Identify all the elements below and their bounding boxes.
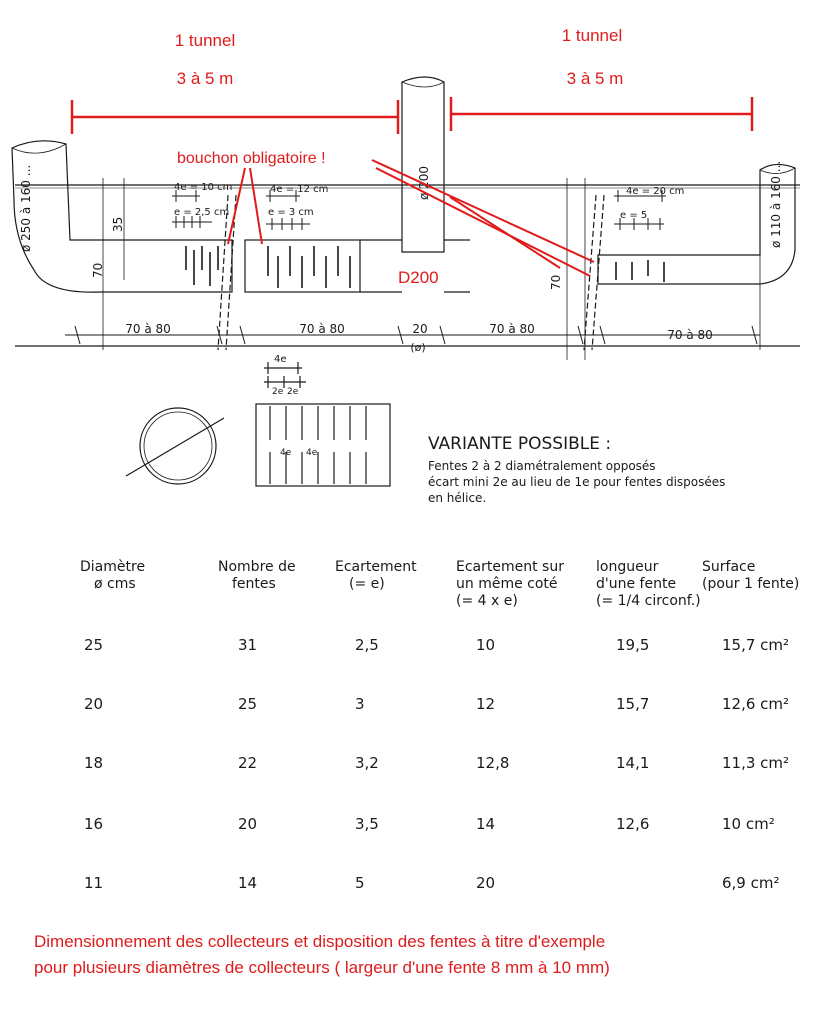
variant-2e-b: 2e (287, 387, 299, 397)
tunnel-dimensions (72, 26, 752, 134)
table-cell: 12,6 (616, 815, 650, 833)
table-cell: 12,8 (476, 754, 510, 772)
dim-vert-left: ø 250 à 160 ... (19, 164, 33, 252)
variant-4e-b: 4e (306, 448, 318, 458)
variant-4e-a: 4e (280, 448, 292, 458)
cap-annotations (177, 150, 594, 287)
table-header-cell: (= 1/4 circonf.) (596, 593, 701, 609)
table-header-cell: (= 4 x e) (456, 593, 518, 609)
seg-70-80-d: 70 à 80 (667, 328, 713, 342)
table-header-cell: Nombre de (218, 559, 296, 575)
seg-70-80-b: 70 à 80 (299, 322, 345, 336)
table-cell: 20 (238, 815, 258, 833)
table-header-cell: Ecartement (335, 559, 417, 575)
variant-line-2: écart mini 2e au lieu de 1e pour fentes disposées (428, 475, 726, 489)
note-e-5: e = 5 (620, 210, 648, 221)
tunnel-length-left-arrow (72, 100, 398, 134)
table-cell: 6,9 cm² (722, 874, 780, 892)
table-cell: 18 (84, 754, 104, 772)
table-header-cell: d'une fente (596, 576, 677, 592)
table-cell: 10 cm² (722, 815, 775, 833)
table-cell: 14,1 (616, 754, 650, 772)
tunnel-left-label: 1 tunnel (174, 31, 236, 50)
table-header-cell: ø cms (94, 576, 136, 592)
length-left-label: 3 à 5 m (176, 69, 234, 88)
table-header-cell: fentes (232, 576, 276, 592)
table-cell: 3,5 (355, 815, 379, 833)
variant-section (126, 354, 725, 505)
dim-vert-right: ø 110 à 160 ... (769, 160, 783, 248)
height-70-right: 70 (549, 274, 563, 290)
note-e-3: e = 3 cm (268, 207, 314, 218)
table-cell: 25 (84, 636, 104, 654)
variant-line-3: en hélice. (428, 491, 487, 505)
bouchon-label: bouchon obligatoire ! (177, 150, 326, 167)
note-4e-20: 4e = 20 cm (626, 186, 685, 197)
table-cell: 2,5 (355, 636, 379, 654)
table-cell: 11 (84, 874, 104, 892)
table-header (80, 559, 799, 609)
table-cell: 15,7 (616, 695, 650, 713)
tunnel-right-label: 1 tunnel (561, 26, 623, 45)
table-cell: 15,7 cm² (722, 636, 790, 654)
table-header-cell: Diamètre (80, 559, 146, 575)
table-header-cell: longueur (596, 559, 659, 575)
table-header-cell: Ecartement sur (456, 559, 564, 575)
variant-pipe (256, 362, 390, 486)
table-header-cell: (= e) (349, 576, 385, 592)
sizing-table (80, 559, 799, 892)
variant-line-1: Fentes 2 à 2 diamétralement opposés (428, 459, 656, 473)
table-cell: 22 (238, 754, 258, 772)
table-header-cell: (pour 1 fente) (702, 576, 800, 592)
seg-70-80-c: 70 à 80 (489, 322, 535, 336)
pipe-labels (19, 161, 783, 354)
dim-vert-center: ø 200 (417, 165, 431, 200)
seg-phi: (ø) (410, 341, 426, 354)
seg-20: 20 (412, 322, 428, 336)
table-cell: 19,5 (616, 636, 650, 654)
table-cell: 5 (355, 874, 365, 892)
table-cell: 14 (238, 874, 258, 892)
caption-line-1: Dimensionnement des collecteurs et disposition des fentes à titre d'exemple (34, 932, 606, 951)
d200-label: D200 (398, 268, 439, 287)
length-right-label: 3 à 5 m (566, 69, 624, 88)
variant-title: VARIANTE POSSIBLE : (428, 434, 612, 454)
variant-4e-top: 4e (274, 354, 287, 365)
table-header-cell: un même coté (456, 576, 558, 592)
table-cell: 16 (84, 815, 104, 833)
table-cell: 25 (238, 695, 258, 713)
table-cell: 20 (84, 695, 104, 713)
seg-70-80-a: 70 à 80 (125, 322, 171, 336)
variant-2e-a: 2e (272, 387, 284, 397)
table-cell: 20 (476, 874, 496, 892)
table-cell: 10 (476, 636, 496, 654)
variant-cross-section (126, 408, 224, 484)
height-35: 35 (111, 216, 125, 232)
table-header-cell: Surface (702, 559, 756, 575)
table-cell: 11,3 cm² (722, 754, 790, 772)
table-cell: 12,6 cm² (722, 695, 790, 713)
table-cell: 12 (476, 695, 496, 713)
tunnel-length-right-arrow (451, 97, 752, 131)
collector-pipe-drawing (12, 77, 800, 360)
table-cell: 3 (355, 695, 365, 713)
table-cell: 14 (476, 815, 496, 833)
caption-line-2: pour plusieurs diamètres de collecteurs ( largeur d'une fente 8 mm à 10 mm) (34, 958, 610, 977)
note-4e-10: 4e = 10 cm (174, 182, 233, 193)
bouchon-pointer-lines (228, 160, 594, 276)
height-70-left: 70 (91, 262, 105, 278)
table-body (84, 636, 789, 892)
note-e-25: e = 2,5 cm (174, 207, 230, 218)
table-cell: 31 (238, 636, 258, 654)
table-cell: 3,2 (355, 754, 379, 772)
note-4e-12: 4e = 12 cm (270, 184, 329, 195)
